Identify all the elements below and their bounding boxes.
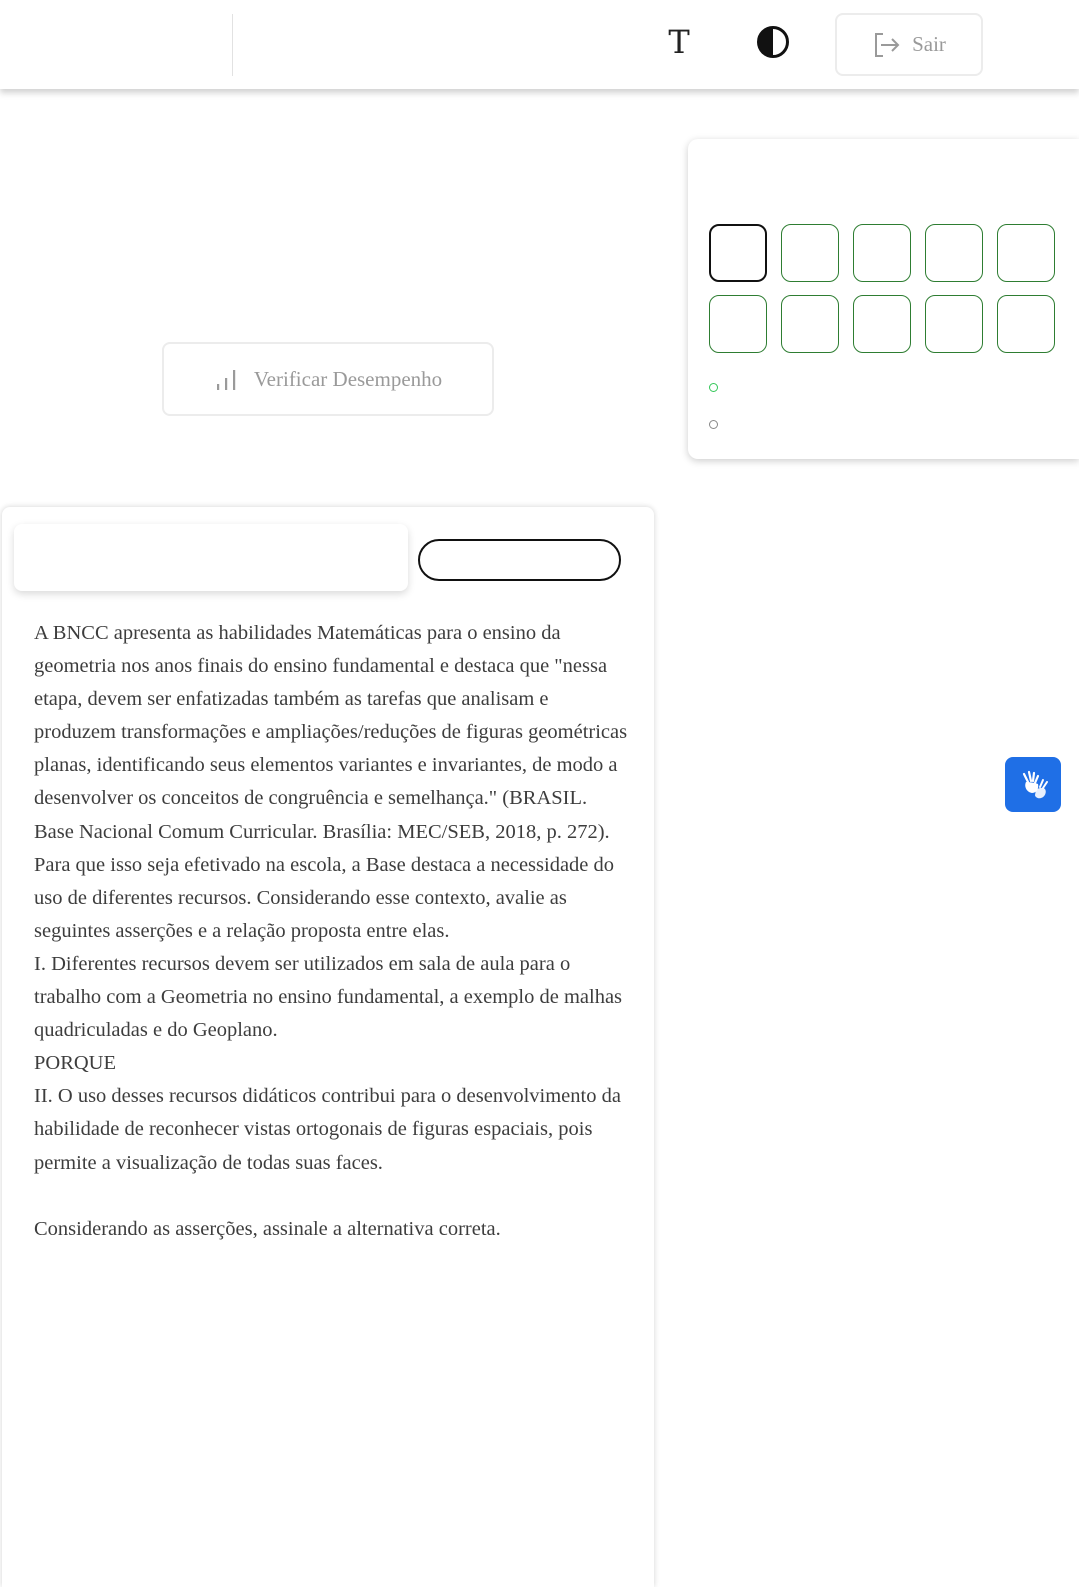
question-action-pill[interactable] [418,539,621,581]
contrast-icon[interactable] [755,24,791,60]
bar-chart-icon [214,366,240,392]
question-box[interactable] [997,295,1055,353]
legend-unanswered-marker [709,414,729,434]
spacer [34,1180,629,1213]
question-grid [709,224,1055,353]
assertion-2: II. O uso desses recursos didáticos contribui para o desenvolvimento da habilidade de reconhecer vistas ortogonais de figuras espaciais, pois permite a visualização de todas suas faces. [34,1085,621,1174]
exit-icon [872,31,902,59]
check-performance-button[interactable] [162,342,494,416]
question-instruction: Considerando as asserções, assinale a alternativa correta. [34,1217,501,1240]
question-box[interactable] [853,295,911,353]
question-box[interactable] [925,295,983,353]
sign-language-hands-icon [1016,768,1050,802]
connector-porque: PORQUE [34,1052,117,1075]
check-performance-label: Verificar Desempenho [253,366,443,391]
assertion-1: I. Diferentes recursos devem ser utilizados em sala de aula para o trabalho com a Geometria no ensino fundamental, a exemplo de malhas quadriculadas e do Geoplano. [34,952,623,1042]
question-box[interactable] [997,224,1055,282]
top-header [0,0,1079,89]
question-box[interactable] [781,224,839,282]
question-box[interactable] [709,295,767,353]
text-size-icon[interactable]: T [668,23,690,61]
contrast-icon-graphic [756,25,790,59]
exit-button[interactable] [835,13,983,76]
question-navigator [688,139,1079,459]
statement-paragraph-2: Para que isso seja efetivado na escola, a Base destaca a necessidade do uso de diferentes recursos. Considerando esse contexto, avalie as seguintes asserções e a relação proposta entre elas. [34,853,615,942]
exit-label: Sair [912,32,946,56]
question-box[interactable] [781,295,839,353]
question-header-card [14,524,408,591]
question-panel [2,507,654,1587]
sign-language-button[interactable] [1005,757,1061,812]
header-divider [232,14,233,76]
question-box[interactable] [709,224,767,282]
statement-paragraph-1: A BNCC apresenta as habilidades Matemáticas para o ensino da geometria nos anos finais do ensino fundamental e destaca que "nessa etapa, devem ser enfatizadas também as tarefas que analisam e produzem transformações e ampliações/reduções de figuras geométricas planas, identificando seus elementos variantes e invariantes, de modo a desenvolver os conceitos de congruência e semelhança." (BRASIL. Base Nacional Comum Curricular. Brasília: MEC/SEB, 2018, p. 272). [34,622,628,843]
legend-answered-marker [709,377,729,397]
question-box[interactable] [925,224,983,282]
question-box[interactable] [853,224,911,282]
question-statement [34,617,629,1246]
